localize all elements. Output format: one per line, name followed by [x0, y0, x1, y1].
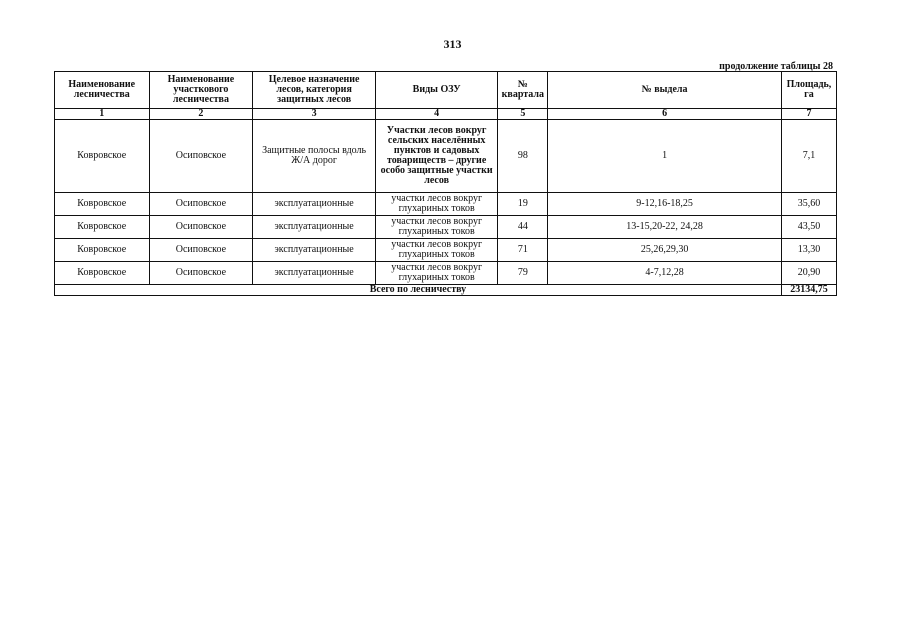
table-row — [55, 262, 837, 285]
cell-quarter: 98 — [498, 120, 548, 193]
cell-section: 4-7,12,28 — [548, 262, 782, 285]
header-quarter: № квартала — [498, 72, 548, 109]
cell-area: 13,30 — [781, 239, 836, 262]
column-number: 5 — [498, 109, 548, 120]
cell-district-forestry: Осиповское — [149, 120, 253, 193]
page-number: 313 — [443, 37, 462, 51]
header-forestry: Наименование лесничества — [55, 72, 150, 109]
header-ozu-types: Виды ОЗУ — [375, 72, 498, 109]
cell-forestry: Ковровское — [55, 193, 150, 216]
cell-purpose: эксплуатационные — [253, 239, 376, 262]
cell-section: 9-12,16-18,25 — [548, 193, 782, 216]
column-number: 3 — [253, 109, 376, 120]
header-section: № выдела — [548, 72, 782, 109]
table-caption: продолжение таблицы 28 — [719, 61, 833, 72]
cell-section: 25,26,29,30 — [548, 239, 782, 262]
cell-district-forestry: Осиповское — [149, 262, 253, 285]
header-area: Площадь, га — [781, 72, 836, 109]
forest-table — [54, 71, 837, 296]
cell-area: 7,1 — [781, 120, 836, 193]
column-number: 1 — [55, 109, 150, 120]
cell-area: 20,90 — [781, 262, 836, 285]
table-row — [55, 193, 837, 216]
total-label: Всего по лесничеству — [55, 285, 782, 296]
cell-area: 35,60 — [781, 193, 836, 216]
total-value: 23134,75 — [781, 285, 836, 296]
total-row — [55, 285, 837, 296]
cell-district-forestry: Осиповское — [149, 239, 253, 262]
table-row — [55, 239, 837, 262]
cell-ozu-type: участки лесов вокруг глухариных токов — [375, 193, 498, 216]
cell-ozu-type: участки лесов вокруг глухариных токов — [375, 262, 498, 285]
cell-forestry: Ковровское — [55, 239, 150, 262]
column-number: 6 — [548, 109, 782, 120]
cell-forestry: Ковровское — [55, 216, 150, 239]
cell-area: 43,50 — [781, 216, 836, 239]
header-purpose: Целевое назначение лесов, категория защитных лесов — [253, 72, 376, 109]
cell-section: 13-15,20-22, 24,28 — [548, 216, 782, 239]
cell-quarter: 19 — [498, 193, 548, 216]
cell-section: 1 — [548, 120, 782, 193]
table-row — [55, 120, 837, 193]
column-number: 7 — [781, 109, 836, 120]
cell-purpose: эксплуатационные — [253, 216, 376, 239]
cell-quarter: 71 — [498, 239, 548, 262]
cell-ozu-type: Участки лесов вокруг сельских населённых пунктов и садовых товариществ – другие особо защитные участки лесов — [375, 120, 498, 193]
cell-district-forestry: Осиповское — [149, 216, 253, 239]
cell-forestry: Ковровское — [55, 262, 150, 285]
header-district-forestry: Наименование участкового лесничества — [149, 72, 253, 109]
column-number: 4 — [375, 109, 498, 120]
cell-district-forestry: Осиповское — [149, 193, 253, 216]
cell-quarter: 79 — [498, 262, 548, 285]
cell-ozu-type: участки лесов вокруг глухариных токов — [375, 239, 498, 262]
header-row — [55, 72, 837, 109]
cell-ozu-type: участки лесов вокруг глухариных токов — [375, 216, 498, 239]
cell-forestry: Ковровское — [55, 120, 150, 193]
cell-purpose: эксплуатационные — [253, 193, 376, 216]
column-number-row — [55, 109, 837, 120]
cell-quarter: 44 — [498, 216, 548, 239]
column-number: 2 — [149, 109, 253, 120]
table-row — [55, 216, 837, 239]
cell-purpose: эксплуатационные — [253, 262, 376, 285]
cell-purpose: Защитные полосы вдоль Ж/А дорог — [253, 120, 376, 193]
